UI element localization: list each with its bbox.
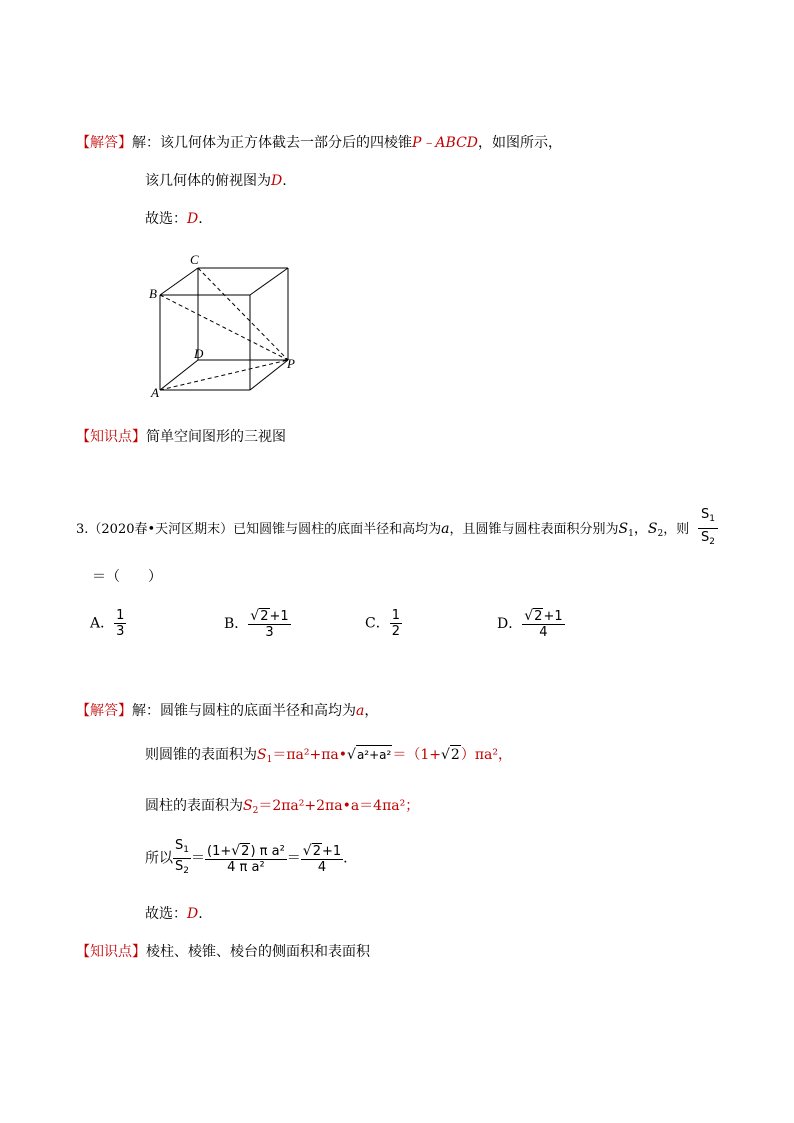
- answer-tag-open: 【: [76, 703, 90, 719]
- option-b-label: B．: [224, 616, 249, 632]
- solution-2-text-a: 解：圆锥与圆柱的底面半径和高均为: [132, 703, 356, 719]
- option-d-den: 4: [522, 624, 564, 640]
- option-b-fraction: [248, 608, 290, 640]
- answer-tag-text: 解答: [90, 135, 118, 151]
- option-a-label: A．: [90, 615, 115, 632]
- ratio3-num-rad: 2: [312, 843, 321, 859]
- answer-tag-close: 】: [118, 135, 132, 151]
- kp-2-text: 棱柱、棱锥、棱台的侧面积和表面积: [146, 944, 370, 960]
- vertex-label-D: D: [194, 346, 204, 361]
- ratio3-den: 4: [301, 859, 343, 875]
- cone-s1: S: [257, 747, 267, 763]
- vertex-label-A: A: [151, 385, 159, 400]
- cube-edge: [250, 268, 288, 295]
- cylinder-s2: S: [243, 798, 253, 814]
- solution-1-line-2-var: D: [271, 173, 283, 189]
- ratio-fraction-3: [301, 843, 343, 875]
- solution-2-line-5: [145, 905, 203, 923]
- kp-tag-open: 【: [76, 429, 90, 445]
- dashed-edge-CP: [198, 268, 288, 360]
- question-3-blank-line: ＝（ ）: [92, 569, 162, 585]
- option-d-radicand: 2: [534, 609, 543, 624]
- kp-tag-close: 】: [132, 944, 146, 960]
- solution-1-line-2-end: .: [282, 173, 287, 189]
- option-c-fraction: [390, 608, 402, 639]
- kp-1-text: 简单空间图形的三视图: [146, 429, 286, 445]
- knowledge-point-2: [76, 943, 370, 961]
- option-b-plus: +1: [269, 609, 289, 624]
- sqrt-icon: √: [347, 747, 356, 763]
- ratio-eq-2: ＝: [286, 850, 301, 867]
- cone-eq2: ＝（1+: [392, 747, 441, 763]
- option-d[interactable]: [497, 608, 565, 640]
- option-d-fraction: [522, 608, 564, 640]
- cone-eq: ＝πa²+πa•: [272, 747, 348, 763]
- solution-1-pyramid-name: P﹣ABCD: [412, 135, 479, 151]
- option-a-num: 1: [116, 608, 125, 623]
- cube-edge: [160, 268, 198, 295]
- solution-1-line-1: [76, 134, 562, 152]
- solution-2-choice-text: 故选：: [145, 906, 187, 922]
- ratio-den-sub: 2: [709, 537, 715, 547]
- ratio2-num-a: (1+: [207, 843, 232, 859]
- question-3-stem: [76, 520, 689, 543]
- answer-tag-text: 解答: [90, 703, 118, 719]
- solution-2-var-a: a: [356, 703, 365, 719]
- option-a-fraction: [114, 608, 126, 639]
- answer-tag-open: 【: [76, 135, 90, 151]
- option-c-label: C．: [365, 615, 390, 632]
- ratio-n-sub: 1: [183, 845, 189, 855]
- dashed-edge-BP: [160, 295, 288, 360]
- vertex-label-B: B: [149, 286, 157, 301]
- solution-1-line-2-text: 该几何体的俯视图为: [145, 173, 271, 189]
- ratio2-den: 4 π a²: [205, 859, 287, 875]
- option-c[interactable]: [365, 608, 402, 639]
- question-3-mid: ，且圆锥与圆柱表面积分别为: [449, 522, 619, 537]
- cone-tail: ）πa²，: [460, 747, 512, 763]
- question-3-var-a: a: [441, 521, 450, 537]
- question-3-s1-sub: 1: [628, 529, 634, 539]
- kp-tag-close: 】: [132, 429, 146, 445]
- option-d-plus: +1: [543, 609, 563, 624]
- ratio-num-sub: 1: [709, 514, 715, 524]
- cylinder-s2-sub: 2: [252, 806, 259, 816]
- cube-edge: [250, 360, 288, 390]
- ratio-end: .: [343, 850, 348, 867]
- option-a-den: 3: [116, 624, 125, 639]
- question-3-s2: S: [647, 521, 658, 537]
- kp-tag-text: 知识点: [90, 429, 132, 445]
- cube-edge: [160, 360, 198, 390]
- ratio-den-s: S: [701, 530, 710, 545]
- solution-2-choice-var: D: [187, 906, 199, 922]
- cylinder-eq: ＝2πa²+2πa•a＝4πa²；: [258, 798, 420, 814]
- sqrt-icon: √: [440, 747, 450, 763]
- ratio2-num-rad: 2: [241, 843, 250, 859]
- ratio-lead: 所以: [145, 850, 173, 867]
- answer-tag-close: 】: [118, 703, 132, 719]
- solution-2-choice-end: .: [198, 906, 203, 922]
- option-c-num: 1: [391, 608, 400, 623]
- option-d-label: D．: [497, 616, 523, 632]
- solution-1-choice-text: 故选：: [145, 211, 187, 227]
- kp-tag-open: 【: [76, 944, 90, 960]
- ratio-n: S: [175, 838, 184, 853]
- sqrt-icon: √: [250, 608, 260, 624]
- cylinder-surface-label: 圆柱的表面积为: [145, 798, 243, 814]
- ratio-eq-1: ＝: [191, 850, 205, 867]
- ratio3-num-plus: +1: [322, 843, 342, 859]
- solution-1-line-2: [145, 172, 287, 190]
- ratio-fraction-2: [205, 843, 287, 875]
- question-3-s2-sub: 2: [657, 529, 664, 539]
- sqrt-icon: √: [524, 608, 534, 624]
- solution-2-line-2: [145, 745, 512, 769]
- solution-1-text-b: ，如图所示，: [478, 135, 563, 151]
- option-b[interactable]: [224, 608, 291, 640]
- option-a[interactable]: [90, 608, 126, 639]
- cone-radicand-2: 2: [450, 747, 460, 763]
- question-3-s1: S: [618, 521, 629, 537]
- ratio-fraction-1: [173, 838, 191, 879]
- solution-1-choice-end: .: [198, 211, 203, 227]
- cube-figure: [140, 250, 310, 405]
- cone-surface-label: 则圆锥的表面积为: [145, 747, 257, 763]
- ratio2-num-b: ) π a²: [250, 843, 285, 859]
- cone-radicand: a²+a²: [356, 745, 392, 764]
- ratio-d-sub: 2: [183, 866, 189, 876]
- solution-2-line-3: [145, 797, 419, 820]
- solution-2-text-b: ，: [364, 703, 379, 719]
- option-b-den: 3: [248, 624, 290, 640]
- solution-2-line-4: [145, 838, 348, 879]
- option-c-den: 2: [391, 624, 400, 639]
- knowledge-point-1: [76, 428, 286, 446]
- vertex-label-C: C: [190, 252, 199, 267]
- solution-1-text-a: 解：该几何体为正方体截去一部分后的四棱锥: [132, 135, 412, 151]
- kp-tag-text: 知识点: [90, 944, 132, 960]
- ratio-num-s: S: [701, 507, 710, 522]
- sqrt-icon: √: [302, 842, 312, 859]
- solution-2-line-1: [76, 702, 378, 720]
- vertex-label-P: P: [287, 356, 295, 371]
- solution-1-line-3: [145, 210, 203, 228]
- question-3-prefix: 3.（2020春•天河区期末）已知圆锥与圆柱的底面半径和高均为: [76, 522, 442, 537]
- solution-1-choice-var: D: [187, 211, 199, 227]
- question-3-then: ，则: [663, 522, 690, 537]
- question-3-comma: ，: [633, 521, 648, 537]
- question-3-ratio-fraction: [698, 506, 718, 551]
- cone-s1-sub: 1: [266, 755, 273, 765]
- sqrt-icon: √: [231, 842, 241, 859]
- option-b-radicand: 2: [260, 609, 269, 624]
- ratio-d: S: [175, 859, 184, 874]
